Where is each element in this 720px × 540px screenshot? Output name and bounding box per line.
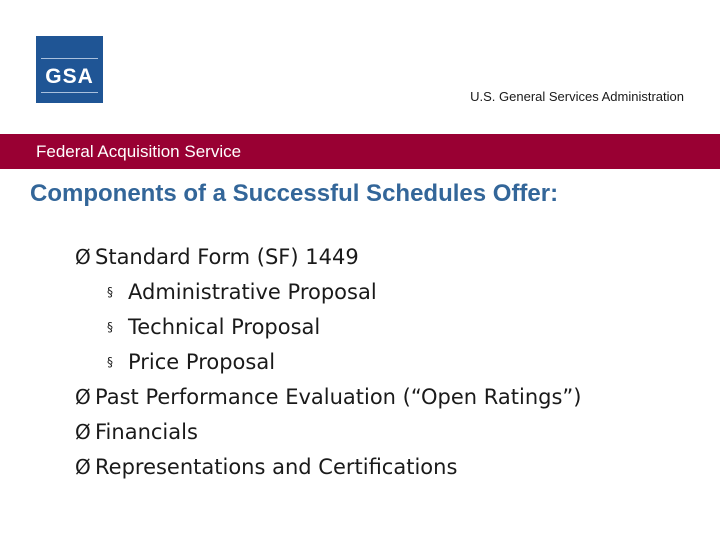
logo-text: GSA [45, 65, 94, 88]
bullet-item [75, 380, 581, 415]
arrow-bullet-icon: Ø [75, 455, 91, 479]
bullet-item [75, 415, 581, 450]
logo-rule-top [41, 58, 98, 59]
bullet-text: Financials [95, 420, 198, 444]
arrow-bullet-icon: Ø [75, 420, 91, 444]
agency-name: U.S. General Services Administration [470, 89, 684, 104]
sub-bullet-text: Price Proposal [128, 350, 276, 374]
gsa-logo [36, 36, 103, 103]
square-bullet-icon: § [107, 355, 113, 369]
slide-title: Components of a Successful Schedules Offer: [30, 180, 559, 207]
square-bullet-icon: § [107, 320, 113, 334]
arrow-bullet-icon: Ø [75, 385, 91, 409]
banner-text: Federal Acquisition Service [36, 142, 242, 161]
service-banner [0, 134, 720, 169]
bullet-item [75, 240, 581, 275]
bullet-text: Past Performance Evaluation (“Open Ratings”) [95, 385, 582, 409]
bullet-text: Representations and Certifications [95, 455, 458, 479]
sub-bullet-text: Technical Proposal [128, 315, 321, 339]
bullet-list [75, 240, 581, 485]
sub-bullet-item [75, 310, 581, 345]
arrow-bullet-icon: Ø [75, 245, 91, 269]
logo-rule-bottom [41, 92, 98, 93]
sub-bullet-item [75, 275, 581, 310]
square-bullet-icon: § [107, 285, 113, 299]
sub-bullet-text: Administrative Proposal [128, 280, 377, 304]
bullet-item [75, 450, 581, 485]
sub-bullet-item [75, 345, 581, 380]
bullet-text: Standard Form (SF) 1449 [95, 245, 359, 269]
